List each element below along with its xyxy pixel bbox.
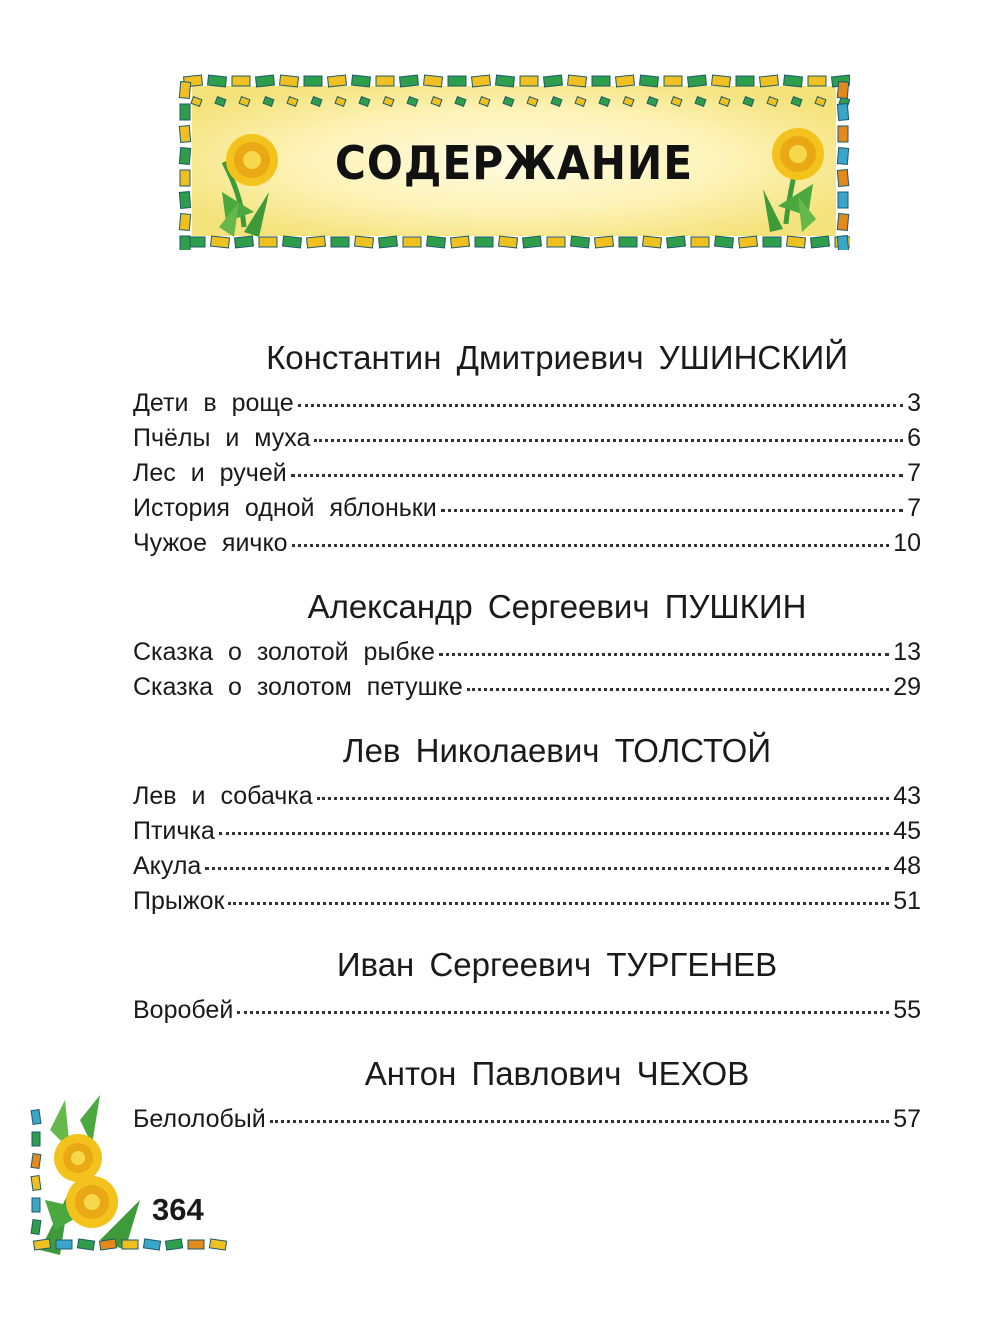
dot-leader [317, 797, 890, 800]
toc-entry [133, 421, 921, 456]
entry-page: 45 [893, 817, 921, 845]
dot-leader [298, 404, 904, 407]
dot-leader [441, 509, 903, 512]
author-heading: Антон Павлович ЧЕХОВ [364, 1055, 750, 1092]
toc-entry [133, 386, 921, 421]
entry-page: 55 [893, 996, 921, 1024]
toc-section [133, 939, 921, 1028]
entry-title: Сказка о золотой рыбке [133, 638, 435, 666]
entry-page: 13 [893, 638, 921, 666]
entry-page: 57 [893, 1105, 921, 1133]
entry-page: 29 [893, 673, 921, 701]
entry-page: 7 [907, 459, 921, 487]
dot-leader [467, 688, 889, 691]
dot-leader [205, 867, 889, 870]
toc-entry [133, 849, 921, 884]
toc-entry [133, 779, 921, 814]
entry-page: 51 [893, 887, 921, 915]
entry-page: 6 [907, 424, 921, 452]
author-heading: Константин Дмитриевич УШИНСКИЙ [266, 339, 848, 376]
page-title: СОДЕРЖАНИЕ [334, 136, 694, 190]
entry-title: Чужое яичко [133, 529, 288, 557]
dot-leader [219, 832, 889, 835]
dot-leader [292, 544, 890, 547]
entry-title: Дети в роще [133, 389, 294, 417]
corner-ornament [30, 1090, 240, 1260]
toc-entry [133, 1102, 921, 1137]
entry-title: Воробей [133, 996, 234, 1024]
dot-leader [270, 1120, 889, 1123]
entry-title: История одной яблоньки [133, 494, 437, 522]
entry-title: Акула [133, 852, 202, 880]
author-heading: Александр Сергеевич ПУШКИН [307, 588, 807, 625]
entry-title: Птичка [133, 817, 215, 845]
dot-leader [291, 474, 903, 477]
toc-entry [133, 635, 921, 670]
toc-section [133, 725, 921, 919]
entry-page: 43 [893, 782, 921, 810]
page-number: 364 [152, 1192, 204, 1227]
table-of-contents [133, 332, 921, 1137]
toc-entry [133, 456, 921, 491]
author-heading: Иван Сергеевич ТУРГЕНЕВ [336, 946, 778, 983]
toc-entry [133, 670, 921, 705]
author-heading: Лев Николаевич ТОЛСТОЙ [342, 732, 772, 769]
entry-page: 7 [907, 494, 921, 522]
dot-leader [314, 439, 903, 442]
entry-title: Сказка о золотом петушке [133, 673, 463, 701]
dandelion-icon [40, 1095, 140, 1255]
contents-banner [178, 72, 850, 250]
entry-title: Белолобый [133, 1105, 266, 1133]
entry-page: 10 [893, 529, 921, 557]
toc-section [133, 1048, 921, 1137]
entry-title: Прыжок [133, 887, 225, 915]
dot-leader [228, 902, 889, 905]
toc-entry [133, 993, 921, 1028]
entry-title: Лев и собачка [133, 782, 313, 810]
toc-section [133, 581, 921, 705]
dot-leader [439, 653, 889, 656]
toc-entry [133, 526, 921, 561]
entry-page: 48 [893, 852, 921, 880]
toc-entry [133, 884, 921, 919]
entry-title: Пчёлы и муха [133, 424, 311, 452]
entry-page: 3 [907, 389, 921, 417]
toc-entry [133, 491, 921, 526]
entry-title: Лес и ручей [133, 459, 287, 487]
toc-entry [133, 814, 921, 849]
dot-leader [237, 1011, 889, 1014]
toc-section [133, 332, 921, 561]
